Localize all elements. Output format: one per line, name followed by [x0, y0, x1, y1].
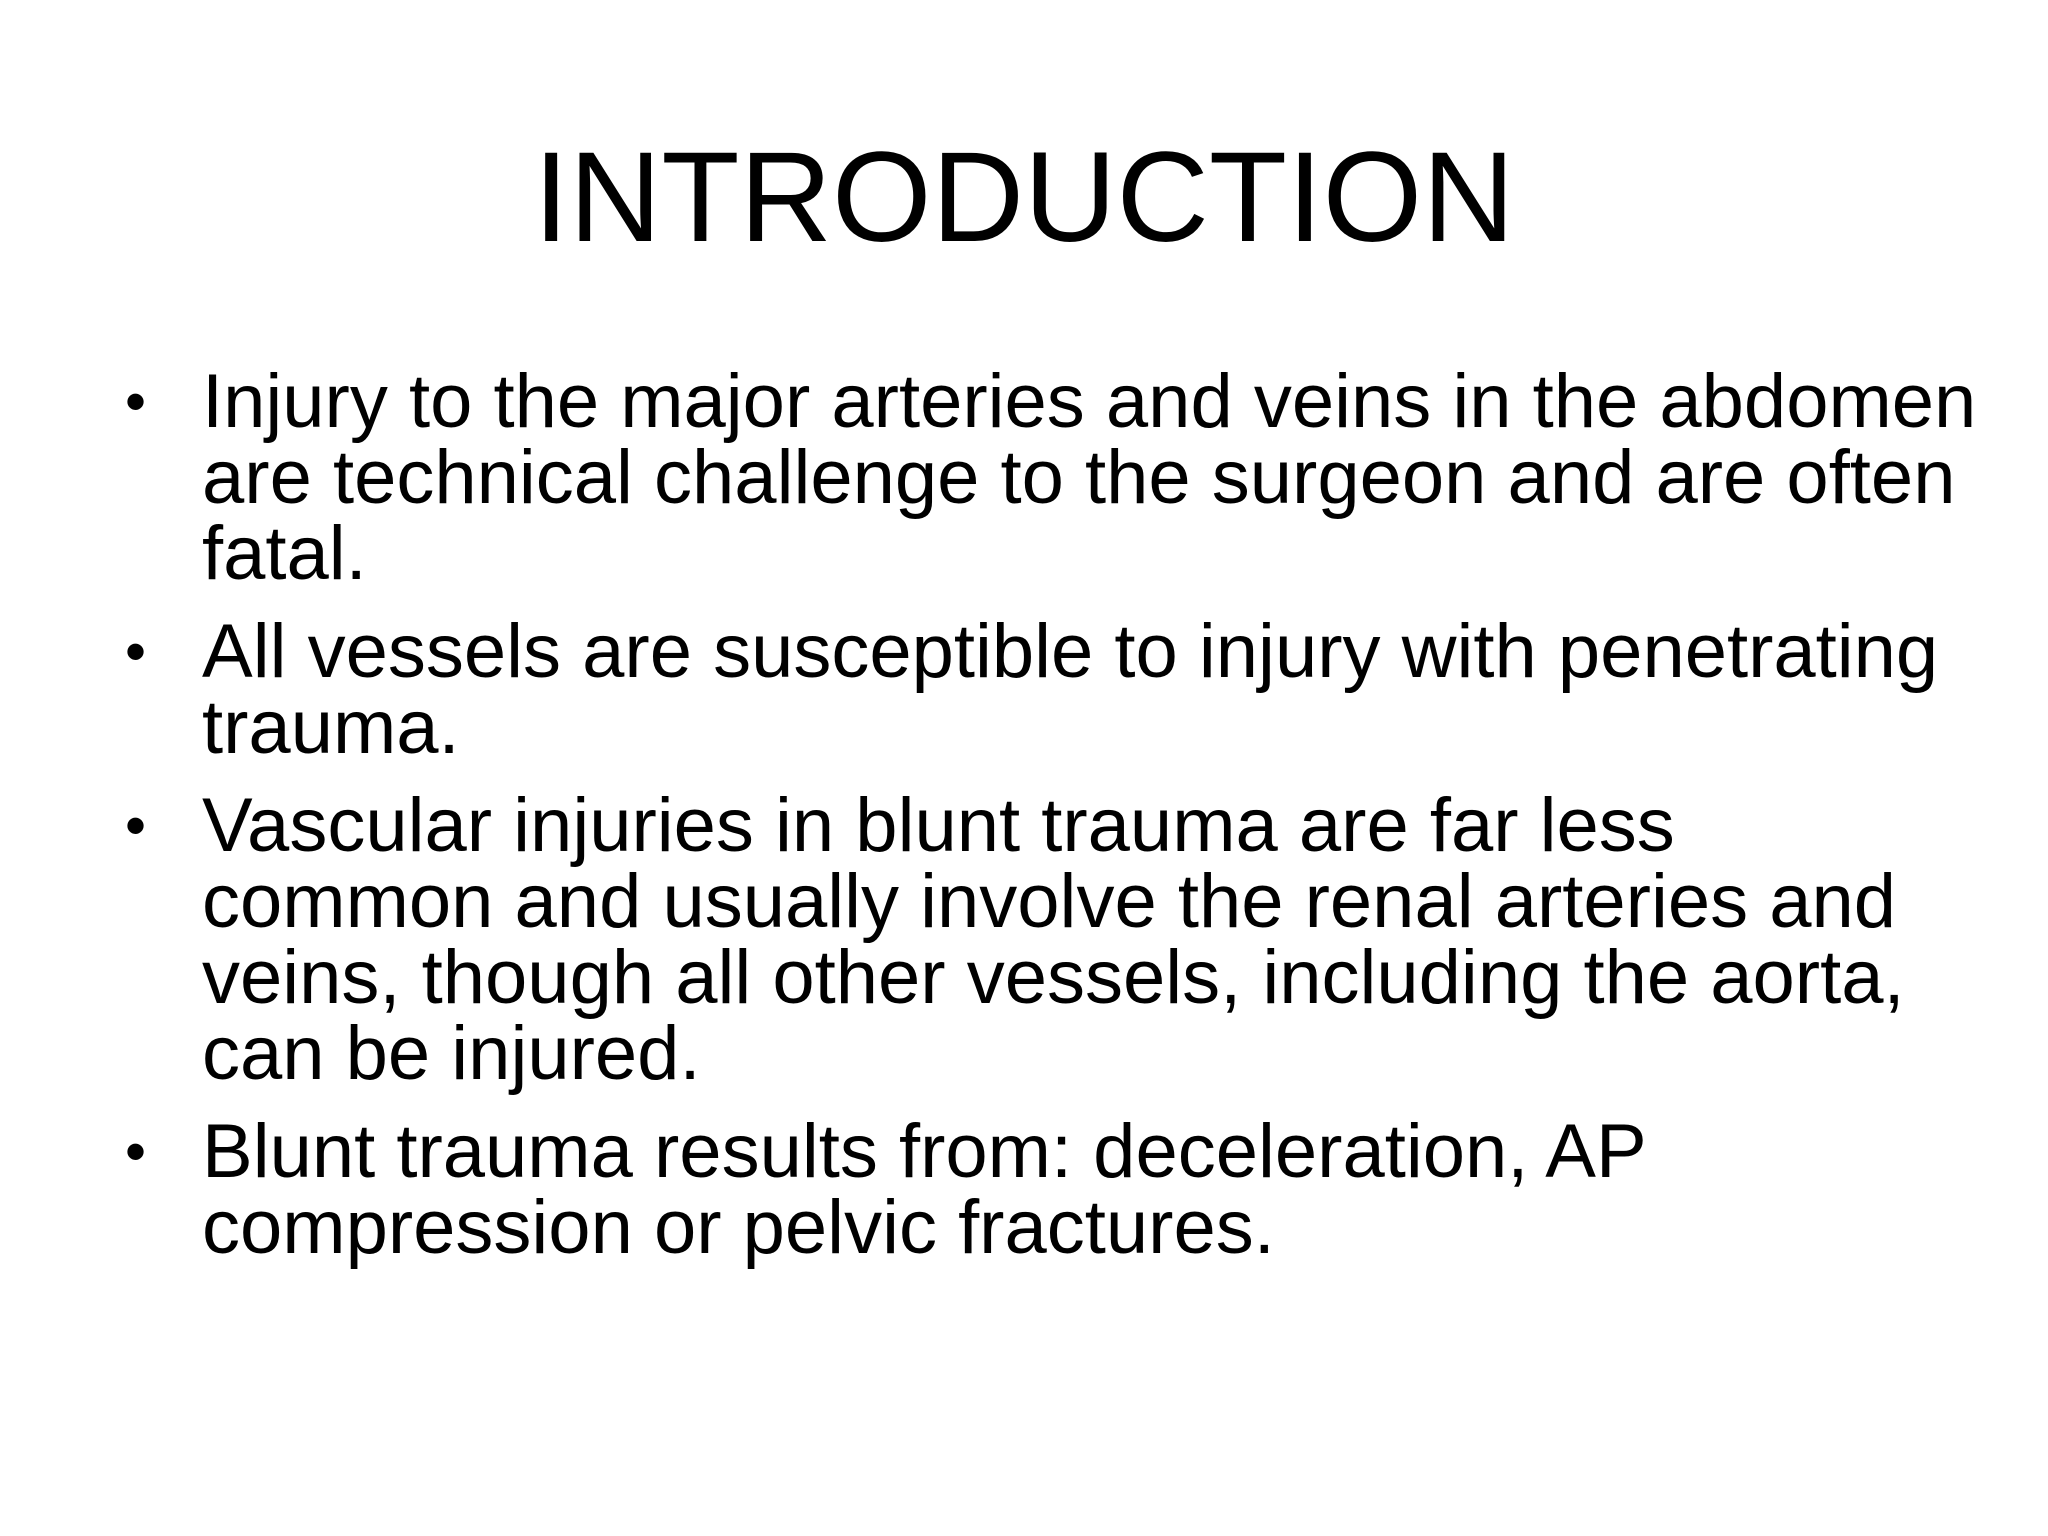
bullet-list: [120, 359, 1980, 1288]
slide-title: INTRODUCTION: [533, 126, 1515, 269]
bullet-item: [120, 1109, 1980, 1270]
bullet-text: Injury to the major arteries and veins in the abdomen are technical challenge to the surgeon and are often fatal.: [202, 359, 1977, 596]
bullet-text: Blunt trauma results from: deceleration, AP compression or pelvic fractures.: [202, 1109, 1646, 1270]
bullet-text: All vessels are susceptible to injury with penetrating trauma.: [202, 609, 1939, 770]
bullet-icon: •: [125, 618, 147, 685]
bullet-icon: •: [125, 792, 147, 859]
bullet-text: Vascular injuries in blunt trauma are far less common and usually involve the renal arteries and veins, though all other vessels, including the aorta, can be injured.: [202, 783, 1905, 1096]
bullet-icon: •: [125, 1118, 147, 1185]
bullet-item: [120, 609, 1980, 770]
bullet-icon: •: [125, 368, 147, 435]
bullet-item: [120, 359, 1980, 596]
bullet-item: [120, 783, 1980, 1096]
